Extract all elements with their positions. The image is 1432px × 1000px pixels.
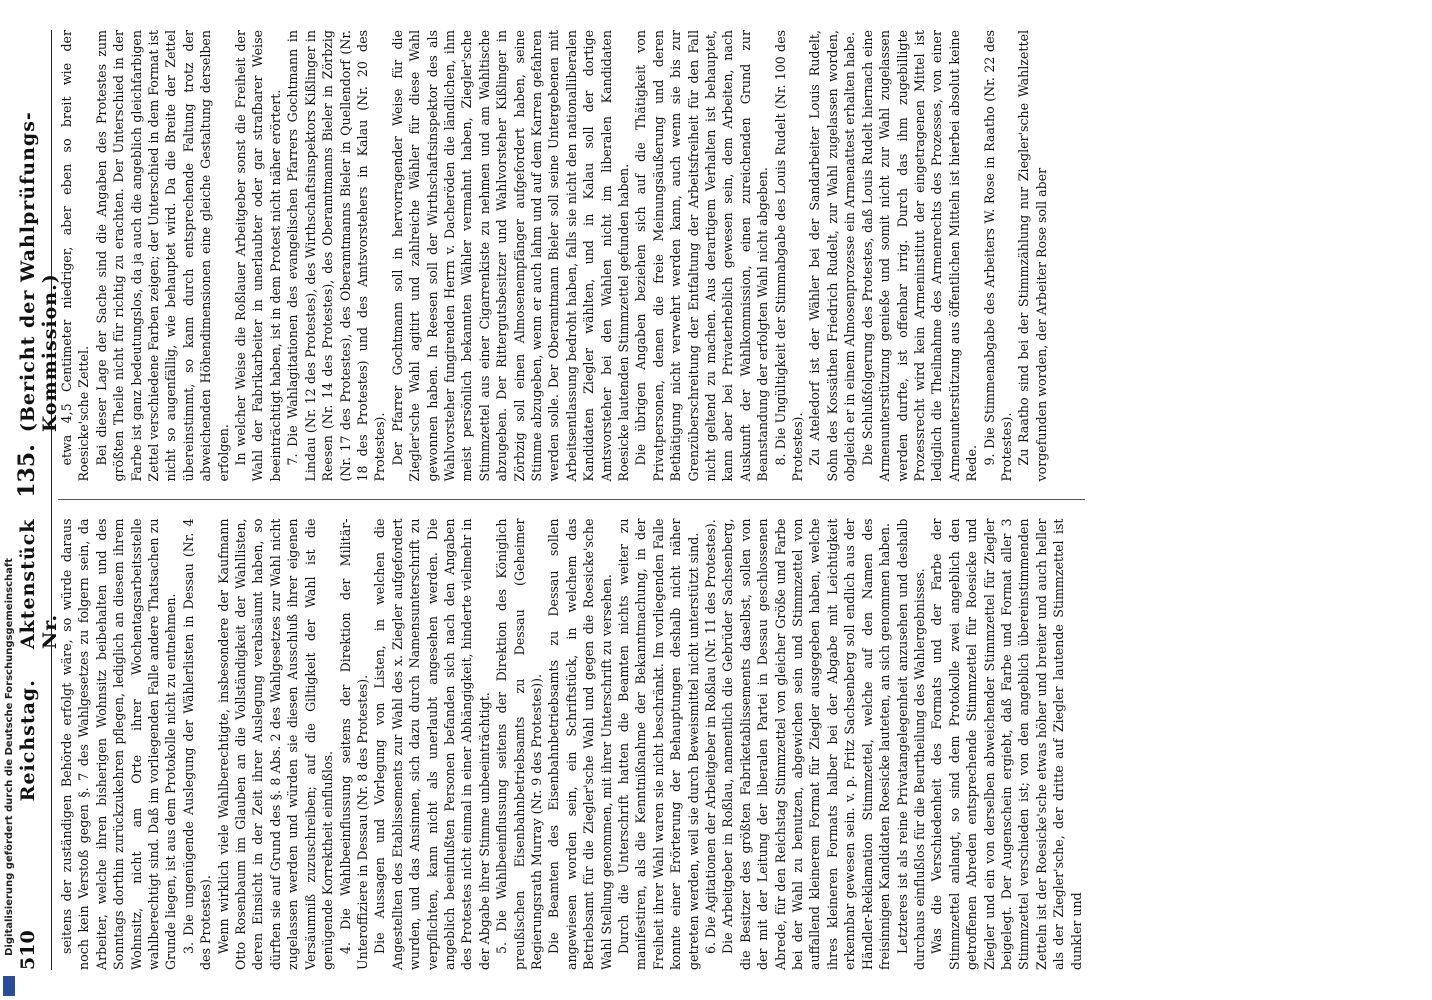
paragraph: seitens der zuständigen Behörde erfolgt wäre, so würde daraus noch kein Verstoß gegen §. 7 des Wahlgesetzes zu folgern sein, da Arbeiter, welche ihren bisherigen Wohnsitz beibehalten und des Sonntags dorthin zurückzukehren pflegen, lediglich an diesem ihrem Wohnsitz, nicht am Orte ihrer Wochentagsarbeitsstelle wahlberechtigt sind. Daß im vorliegenden Falle andere Thatsachen zu Grunde liegen, ist aus dem Protokolle nicht zu entnehmen. (59, 518, 179, 970)
paragraph: Bei dieser Lage der Sache sind die Angaben des Protestes zum größten Theile nicht für richtig zu erachten. Der Unterschied in der Farbe ist ganz bedeutungslos, da ja auch die angeblich gleichfarbigen Zettel verschiedene Farben zeigen; der Unterschied in dem Format ist nicht so augenfällig, wie behauptet wird. Da die Breite der Zettel übereinstimmt, so kann durch entsprechende Faltung trotz der abweichenden Höhendimensionen eine gleiche Gestaltung derselben erfolgen. (93, 30, 231, 482)
paragraph: In welcher Weise die Roßlauer Arbeitgeber sonst die Freiheit der Wahl der Fabrikarbeiter in unerlaubter oder gar strafbarer Weise beeinträchtigt haben, ist in dem Protest nicht näher erörtert. (233, 30, 283, 482)
paragraph: 4. Die Wahlbeeinflussung seitens der Direktion der Militär-Unteroffiziere in Dessau (Nr. 8 des Protestes). (337, 518, 370, 970)
paragraph: Der Pfarrer Gochtmann soll in hervorragender Weise für die Ziegler'sche Wahl agitirt und zahlreiche Wähler für diese Wahl gewonnen haben. In Reesen soll der Wirthschaftsinspektor des als Wahlvorsteher fungirenden Herrn v. Dacheröden die ländlichen, ihm meist persönlich bekannten Wähler vermahnt haben, Ziegler'sche Stimmzettel aus einer Cigarrenkiste zu nehmen und am Wahltische abzugeben. Der Rittergutsbesitzer und Wahlvorsteher Kißlinger in Zörbzig soll einen Almosenempfänger aufgefordert haben, seine Stimme abzugeben, wenn er auch lahm und auf dem Karren gefahren werden solle. Der Oberamtmann Bieler soll seine Untergebenen mit Arbeitsentlassung bedroht haben, falls sie nicht den nationalliberalen Kandidaten Ziegler wählten, und in Kalau soll der dortige Amtsvorsteher bei den Wahlen nicht im liberalen Kandidaten Roesicke lautenden Stimmzettel gefunden haben. (389, 30, 631, 482)
paragraph: Die Beamten des Eisenbahnbetriebsamts zu Dessau sollen angewiesen worden sein, ein Schriftstück, in welchem das Betriebsamt für die Ziegler'sche Wahl und gegen die Roesicke'sche Wahl Stellung genommen, mit ihrer Unterschrift zu versehen. (546, 518, 614, 970)
digitization-credit: Digitalisierung gefördert durch die Deutsche Forschungsgemeinschaft (3, 558, 15, 956)
column-divider (58, 500, 1085, 501)
page-header (14, 30, 61, 970)
text-column-right (58, 30, 1085, 482)
report-title: (Bericht der Wahlprüfungs-Kommission.) (17, 111, 61, 433)
paragraph: etwa 4,5 Centimeter niedriger, aber eben so breit wie der Roesicke'sche Zettel. (59, 30, 92, 482)
text-columns (58, 30, 1085, 970)
digitization-credit-strip (2, 0, 16, 1000)
page-title: Reichstag. (17, 679, 39, 802)
text-column-left (58, 519, 1085, 971)
page-number: 510 (17, 930, 39, 970)
paragraph: Die Aussagen und Vorlegung von Listen, in welchen die Angestellten des Etablissements zur Wahl des x. Ziegler aufgefordert wurden, und das Ansinnen, sich dazu durch Namensunterschrift zu verpflichten, kann nicht als unerlaubt angesehen werden. Die angeblich beeinflußten Personen befanden sich nach den Angaben des Protestes nicht einmal in einer Abhängigkeit, hinderte vielmehr in der Abgabe ihrer Stimme unbeeinträchtigt. (372, 518, 492, 970)
dfg-logo-icon (3, 976, 15, 996)
paragraph: Die Arbeitgeber in Roßlau, namentlich die Gebrüder Sachsenberg, die Besitzer des größten Fabriketablissements daselbst, sollen von der mit der Leitung der liberalen Partei in Dessau geschlossenen Abrede, für den Reichstag Stimmzettel von gleicher Größe und Farbe bei der Wahl zu benutzen, abgewichen sein und Stimmzettel von auffallend kleinerem Format für Ziegler ausgegeben haben, welche ihres kleineren Formats halber bei der Abgabe mit Leichtigkeit erkennbar gewesen sein. v. p. Fritz Sachsenberg soll endlich aus der Händler-Reklamation Stimmzettel, welche auf den Namen des freisinnigen Kandidaten Roesicke lauteten, an sich genommen haben. (720, 518, 893, 970)
paragraph: Die Schlußfolgerung des Protestes, daß Louis Rudelt hiernach eine Armenunterstützung genieße und somit nicht zur Wahl zugelassen werden durfte, ist offenbar irrig. Durch das ihm zugebilligte Prozessrecht wird kein Armeninstitut der eingetragenen Mittel ist lediglich die Theilnahme des Armenrechts des Prozesses, von einer Armenunterstützung aus öffentlichen Mitteln ist hierbei absolut keine Rede. (859, 30, 980, 482)
paragraph: 6. Die Agitationen der Arbeitgeber in Roßlau (Nr. 11 des Protestes). (703, 519, 719, 954)
paragraph: Zu Raatho sind bei der Stimmzählung nur Ziegler'sche Wahlzettel vorgefunden worden, der Arbeiter Rose soll aber (1016, 30, 1049, 482)
paragraph: 7. Die Wahlagitationen des evangelischen Pfarrers Gochtmann in Lindau (Nr. 12 des Protestes), des Wirthschaftsinspektors Kißlinger in Reesen (Nr. 14 des Protestes), des Oberamtmanns Bieler in Zörbzig (Nr. 17 des Protestes), des Oberamtmanns Bieler in Quellendorf (Nr. 18 des Protestes) und des Amtsvorstehers in Kalau (Nr. 20 des Protestes). (285, 30, 388, 482)
paragraph: 9. Die Stimmenabgabe des Arbeiters W. Rose in Raatho (Nr. 22 des Protestes). (981, 30, 1014, 482)
paragraph: Durch die Unterschrift hatten die Beamten nichts weiter zu manifestiren, als die Kenntnißnahme der Bekanntmachung, in der Freiheit ihrer Wahl waren sie nicht beschränkt. Im vorliegenden Falle konnte einer Erörterung der Behauptungen deshalb nicht näher getreten werden, weil sie durch Beweismittel nicht unterstützt sind. (616, 518, 701, 970)
paragraph: Letzteres ist als reine Privatangelegenheit anzusehen und deshalb durchaus einflußlos für die Beurtheilung des Wahlergebnisses. (894, 518, 927, 970)
document-reference: Aktenstück Nr. (17, 518, 61, 650)
paragraph: Wenn wirklich viele Wahlberechtigte, insbesondere der Kaufmann Otto Rosenbaum im Glauben an die Vollständigkeit der Wahllisten, deren Einsicht in der Zeit ihrer Auslegung verabsäumt haben, so dürften sie auf Grund des §. 8 Abs. 2 des Wahlgesetzes zur Wahl nicht zugelassen werden und würden sie diesen Ausschluß ihrer eigenen Versäumniß zuzuschreiben; auf die Giltigkeit der Wahl ist die genügende Korrektheit einflußlos. (215, 518, 336, 970)
paragraph: 3. Die ungenügende Auslegung der Wählerlisten in Dessau (Nr. 4 des Protestes). (180, 518, 214, 970)
paragraph: 8. Die Ungültigkeit der Stimmabgabe des Louis Rudelt (Nr. 100 des Protestes). (772, 30, 806, 482)
paragraph: Was die Verschiedenheit des Formats und der Farbe der Stimmzettel anlangt, so sind dem Protokolle zwei angeblich den getroffenen Abreden entsprechende Stimmzettel für Roesicke und Ziegler und ein von derselben abweichender Stimmzettel für Ziegler beigelegt. Der Augenschein ergiebt, daß Farbe und Format aller 3 Stimmzettel verschieden ist; von den angeblich übereinstimmenden Zetteln ist der Roesicke'sche etwas höher und breiter und auch heller als der Ziegler'sche, der dritte auf Ziegler lautende Stimmzettel ist dunkler und (929, 518, 1084, 970)
document-number: 135. (14, 444, 40, 498)
paragraph: Zu Ateledorf ist der Wähler bei der Sandarbeiter Louis Rudelt, Sohn des Kossäthen Friedrich Rudelt, zur Wahl zugelassen worden, obgleich er in einem Almosenprozesse ein Armenattest erhalten habe. (807, 30, 858, 482)
paragraph: Die übrigen Angaben beziehen sich auf die Thätigkeit von Privatpersonen, denen die freie Meinungsäußerung und deren Bethätigung nicht verwehrt werden kann, auch wenn sie bis zur Grenzüberschreitung der Entfaltung der Arbeitsfreiheit für den Fall nicht geltend zu machen. Aus derartigem Verhalten ist behauptet, kann aber bei Privaterheblich gewesen sein, dem Arbeiten, nach Auskunft der Wahlkommission, einen zureichenden Grund zur Beanstandung der erfolgten Wahl nicht abgeben. (633, 30, 771, 482)
paragraph: 5. Die Wahlbeeinflussung seitens der Direktion des Königlich preußischen Eisenbahnbetriebsamts zu Dessau (Geheimer Regierungsrath Murray (Nr. 9 des Protestes)). (494, 518, 544, 970)
